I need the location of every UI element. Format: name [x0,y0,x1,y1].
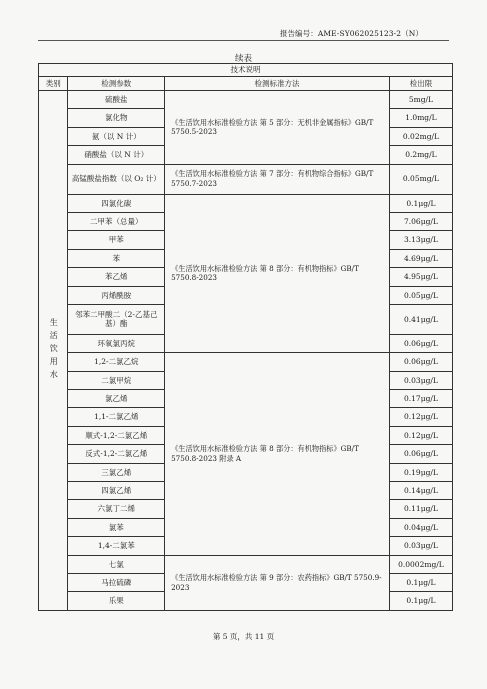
param-cell: 氯乙烯 [68,390,165,408]
limit-cell: 0.0002mg/L [389,555,452,573]
limit-cell: 0.04μg/L [389,518,452,536]
limit-cell: 0.03μg/L [389,371,452,389]
param-cell: 二甲苯（总量） [68,212,165,230]
param-cell: 高锰酸盐指数（以 O₂ 计） [68,164,165,194]
category-cell [39,91,68,611]
limit-cell: 4.95μg/L [389,268,452,286]
limit-cell: 1.0mg/L [389,109,452,127]
page-title: 续表 [234,54,252,64]
limit-cell: 0.06μg/L [389,334,452,352]
limit-cell: 0.11μg/L [389,500,452,518]
limit-cell: 0.1μg/L [389,194,452,212]
param-cell: 1,1-二氯乙烯 [68,408,165,426]
limit-cell: 0.1μg/L [389,573,452,591]
param-cell: 苯乙烯 [68,268,165,286]
param-cell: 反式-1,2-二氯乙烯 [68,445,165,463]
limit-cell: 0.12μg/L [389,408,452,426]
method-text: 《生活饮用水标准检验方法 第 5 部分：无机非金属指标》GB/T 5750.5-2023 [171,117,374,137]
limit-cell: 3.13μg/L [389,231,452,249]
col-header-limit: 检出限 [389,77,452,91]
limit-cell: 0.14μg/L [389,482,452,500]
method-cell [165,91,390,165]
param-cell: 顺式-1,2-二氯乙烯 [68,426,165,444]
param-cell: 1,4-二氯苯 [68,537,165,555]
limit-cell: 0.05μg/L [389,286,452,304]
limit-cell: 0.06μg/L [389,353,452,371]
param-cell: 四氯乙烯 [68,482,165,500]
table-body [39,91,453,611]
param-cell: 氯苯 [68,518,165,536]
param-cell: 马拉硫磷 [68,573,165,591]
limit-cell: 0.1μg/L [389,592,452,610]
limit-cell: 0.05mg/L [389,164,452,194]
param-cell: 氨（以 N 计） [68,127,165,145]
table-row [39,164,453,194]
technical-spec-table [38,63,453,611]
param-cell: 三氯乙烯 [68,463,165,481]
limit-cell: 0.03μg/L [389,537,452,555]
method-cell [165,555,390,610]
page-number: 第 5 页，共 11 页 [212,632,275,641]
param-cell: 二氯甲烷 [68,371,165,389]
param-cell: 丙烯酰胺 [68,286,165,304]
param-cell: 苯 [68,249,165,267]
param-cell: 1,2-二氯乙烷 [68,353,165,371]
param-cell: 硫酸盐 [68,91,165,109]
param-cell: 甲苯 [68,231,165,249]
table-row [39,555,453,573]
param-cell: 六氯丁二烯 [68,500,165,518]
report-number: 报告编号：AME-SY062025123-2（N） [279,29,423,38]
limit-cell: 0.2mg/L [389,146,452,164]
limit-cell: 4.69μg/L [389,249,452,267]
method-cell [165,353,390,555]
limit-cell: 0.41μg/L [389,304,452,334]
table-row [39,194,453,212]
param-cell: 四氯化碳 [68,194,165,212]
col-header-category: 类别 [39,77,68,91]
limit-cell: 0.17μg/L [389,390,452,408]
param-cell: 硝酸盐（以 N 计） [68,146,165,164]
param-cell: 乐果 [68,592,165,610]
param-cell: 氯化物 [68,109,165,127]
method-text: 《生活饮用水标准检验方法 第 9 部分：农药指标》GB/T 5750.9-2023 [171,572,382,592]
limit-cell: 0.02mg/L [389,127,452,145]
method-text: 《生活饮用水标准检验方法 第 7 部分：有机物综合指标》GB/T 5750.7-2023 [171,169,374,189]
method-text: 《生活饮用水标准检验方法 第 8 部分：有机物指标》GB/T 5750.8-2023 附录 A [171,444,359,463]
limit-cell: 0.19μg/L [389,463,452,481]
method-text: 《生活饮用水标准检验方法 第 8 部分：有机物指标》GB/T 5750.8-2023 [171,263,359,283]
category-label: 生活饮用水 [49,317,59,383]
col-header-param: 检测参数 [68,77,165,91]
param-cell: 邻苯二甲酸二（2-乙基己基）酯 [68,304,165,334]
header-rule [38,40,449,41]
table-row [39,91,453,109]
col-header-method: 检测标准方法 [165,77,390,91]
method-cell [165,194,390,353]
method-cell [165,164,390,194]
limit-cell: 7.06μg/L [389,212,452,230]
table-caption: 技术说明 [39,64,453,77]
param-cell: 七氯 [68,555,165,573]
table-row [39,353,453,371]
limit-cell: 0.12μg/L [389,426,452,444]
param-cell: 环氧氯丙烷 [68,334,165,352]
limit-cell: 5mg/L [389,91,452,109]
limit-cell: 0.06μg/L [389,445,452,463]
